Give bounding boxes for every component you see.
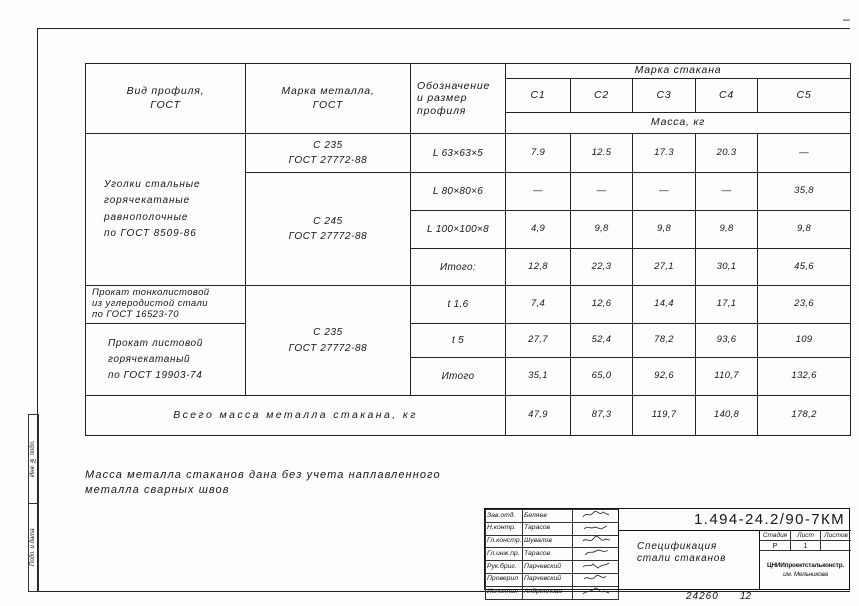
- title-line: стали стаканов: [637, 553, 727, 564]
- header-line: Обозначение: [417, 79, 491, 92]
- role-cell: Исполнил: [486, 586, 523, 599]
- stage-area: [760, 531, 851, 589]
- value-cell: 140,8: [696, 396, 758, 436]
- organization: [760, 553, 851, 589]
- profile-cell: L 63×63×5: [411, 134, 506, 173]
- name-cell: Парчевский: [523, 561, 573, 574]
- role-cell: Зав.отд.: [486, 510, 523, 523]
- sheet-value: 1: [791, 541, 821, 551]
- value-cell: 92,6: [633, 358, 696, 396]
- role-cell: Проверил: [486, 573, 523, 586]
- table-row: [86, 324, 851, 358]
- value-cell: 110,7: [696, 358, 758, 396]
- table-row: [86, 286, 851, 324]
- title-block-main: [618, 509, 851, 589]
- cup-col-c2: С2: [571, 79, 633, 113]
- header-designation: [411, 64, 506, 134]
- title-block: [484, 508, 850, 596]
- value-cell: 9,8: [571, 211, 633, 249]
- header-line: и размер: [417, 92, 468, 105]
- value-cell: 9,8: [758, 211, 851, 249]
- header-line: Марка металла,: [281, 84, 375, 97]
- document-title: [619, 531, 760, 589]
- value-cell: 12.5: [571, 134, 633, 173]
- signature: [573, 548, 619, 561]
- role-cell: Гл.констр.: [486, 535, 523, 548]
- table-row: [86, 134, 851, 173]
- sheets-value: [821, 541, 851, 551]
- value-cell: 178,2: [758, 396, 851, 436]
- header-cup-grade: Марка стакана: [506, 64, 851, 79]
- header-mass: Масса, кг: [506, 113, 851, 134]
- value-cell: —: [633, 173, 696, 211]
- corner-mark: –: [843, 12, 850, 26]
- sheet-header: Лист: [791, 531, 821, 541]
- value-cell: 47,9: [506, 396, 571, 436]
- name-cell: Тарасов: [523, 548, 573, 561]
- stage-value-row: [760, 541, 851, 551]
- value-cell: —: [758, 134, 851, 173]
- subtotal-label: Итого:: [411, 249, 506, 286]
- label-line: равнополочные: [104, 211, 189, 223]
- value-cell: 27,7: [506, 324, 571, 358]
- cup-col-c5: С5: [758, 79, 851, 113]
- steel-line: ГОСТ 27772-88: [288, 231, 368, 242]
- steel-grade-cell: [246, 134, 411, 173]
- role-cell: Рук.бриг.: [486, 561, 523, 574]
- value-cell: 52,4: [571, 324, 633, 358]
- header-steel-grade: [246, 64, 411, 134]
- thin-sheet-label: [86, 286, 246, 324]
- cup-col-c1: С1: [506, 79, 571, 113]
- name-cell: Шувалов: [523, 535, 573, 548]
- name-cell: Беляев: [523, 510, 573, 523]
- specification-table: [85, 63, 851, 436]
- note-line: Масса металла стаканов дана без учета наплавленного: [85, 469, 441, 481]
- value-cell: 12,8: [506, 249, 571, 286]
- label-line: по ГОСТ 8509-86: [104, 228, 197, 239]
- name-cell: Андреянова: [523, 586, 573, 599]
- value-cell: 17,1: [696, 286, 758, 324]
- signature: [573, 510, 619, 523]
- value-cell: 20.3: [696, 134, 758, 173]
- value-cell: 78,2: [633, 324, 696, 358]
- label-line: по ГОСТ 16523-70: [92, 308, 179, 320]
- profile-cell: L 100×100×8: [411, 211, 506, 249]
- value-cell: 109: [758, 324, 851, 358]
- stage-header: Стадия: [760, 531, 791, 541]
- profile-cell: t 5: [411, 324, 506, 358]
- label-line: Прокат тонколистовой: [92, 287, 210, 299]
- value-cell: 14,4: [633, 286, 696, 324]
- steel-line: ГОСТ 27772-88: [288, 155, 368, 166]
- label-line: по ГОСТ 19903-74: [108, 369, 203, 381]
- total-label: Всего масса металла стакана, кг: [86, 396, 506, 436]
- label-line: из углеродистой стали: [92, 298, 208, 310]
- cup-col-c4: С4: [696, 79, 758, 113]
- profile-cell: L 80×80×6: [411, 173, 506, 211]
- label-line: Уголки стальные: [104, 178, 201, 190]
- value-cell: 87,3: [571, 396, 633, 436]
- steel-line: ГОСТ 27772-88: [288, 342, 368, 354]
- signature: [573, 586, 619, 599]
- value-cell: 35,8: [758, 173, 851, 211]
- profile-cell: t 1.6: [411, 286, 506, 324]
- value-cell: 27,1: [633, 249, 696, 286]
- side-strip-cell: Подп. и дата: [29, 503, 38, 591]
- archive-number: 24260: [686, 591, 719, 602]
- label-line: Прокат листовой: [108, 337, 203, 349]
- total-row: [86, 396, 851, 436]
- steel-line: С 235: [313, 139, 343, 151]
- steel-grade-cell: [246, 173, 411, 286]
- value-cell: 45,6: [758, 249, 851, 286]
- name-cell: Парчевский: [523, 573, 573, 586]
- header-profile-type: [86, 64, 246, 134]
- header-line: профиля: [417, 104, 467, 117]
- label-line: горячекатаные: [104, 195, 191, 206]
- value-cell: 17.3: [633, 134, 696, 173]
- value-cell: 4,9: [506, 211, 571, 249]
- stage-value: Р: [760, 541, 791, 551]
- value-cell: 12,6: [571, 286, 633, 324]
- stage-header-row: [760, 531, 851, 541]
- value-cell: 22,3: [571, 249, 633, 286]
- organization-subname: им. Мельникова: [783, 571, 828, 578]
- value-cell: 7.9: [506, 134, 571, 173]
- title-line: Спецификация: [637, 541, 717, 552]
- header-line: Вид профиля,: [126, 84, 205, 97]
- role-cell: Н.контр.: [486, 522, 523, 535]
- name-cell: Тарасов: [523, 522, 573, 535]
- note-line: металла сварных швов: [85, 484, 230, 496]
- value-cell: 23,6: [758, 286, 851, 324]
- side-strip: [28, 414, 39, 592]
- header-line: ГОСТ: [312, 98, 344, 111]
- subtotal-label: Итого: [411, 358, 506, 396]
- value-cell: 119,7: [633, 396, 696, 436]
- value-cell: —: [571, 173, 633, 211]
- value-cell: 35,1: [506, 358, 571, 396]
- signature: [573, 522, 619, 535]
- approval-table: [485, 509, 619, 600]
- organization-name: ЦНИИпроектстальконстр.: [766, 562, 844, 569]
- cup-col-c3: С3: [633, 79, 696, 113]
- value-cell: 9,8: [633, 211, 696, 249]
- value-cell: 93,6: [696, 324, 758, 358]
- sheet-number: 12: [740, 591, 752, 602]
- steel-line: С 245: [313, 215, 343, 227]
- signature: [573, 535, 619, 548]
- role-cell: Гл.инж.пр.: [486, 548, 523, 561]
- value-cell: 132,6: [758, 358, 851, 396]
- value-cell: —: [506, 173, 571, 211]
- angles-label: [86, 134, 246, 286]
- signature: [573, 561, 619, 574]
- steel-grade-cell: [246, 286, 411, 396]
- value-cell: 9,8: [696, 211, 758, 249]
- note-text: [85, 468, 441, 498]
- steel-line: С 235: [313, 327, 343, 338]
- value-cell: —: [696, 173, 758, 211]
- value-cell: 65,0: [571, 358, 633, 396]
- plate-label: [86, 324, 246, 396]
- header-line: ГОСТ: [150, 98, 181, 111]
- value-cell: 30,1: [696, 249, 758, 286]
- document-code: 1.494-24.2/90-7КМ: [619, 509, 851, 531]
- label-line: горячекатаный: [108, 353, 191, 365]
- signature: [573, 573, 619, 586]
- value-cell: 7,4: [506, 286, 571, 324]
- sheets-header: Листов: [821, 531, 851, 541]
- side-strip-cell: Инв. № подл.: [30, 440, 36, 478]
